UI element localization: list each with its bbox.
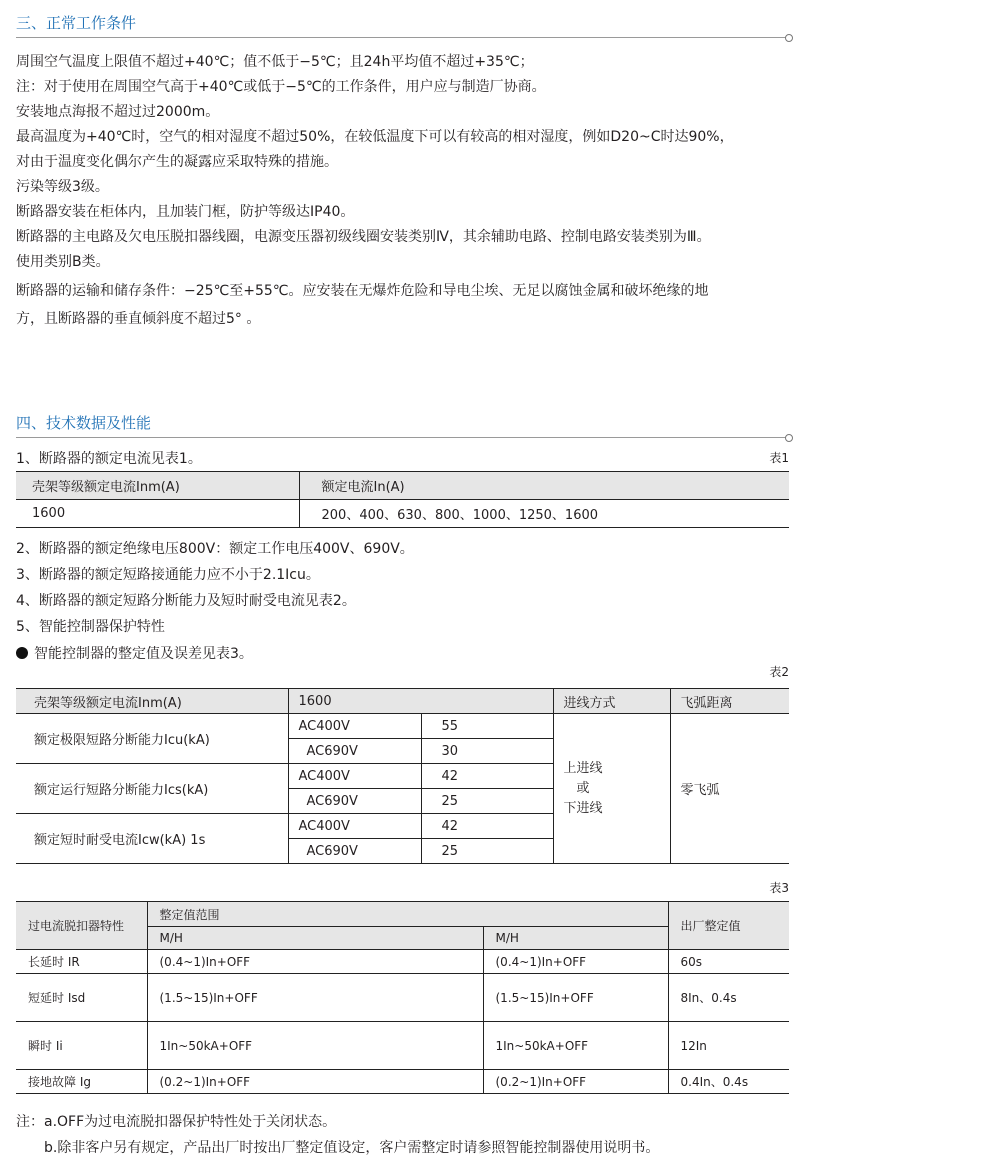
table-cell: (0.4~1)In+OFF	[147, 950, 483, 974]
table-cell-label: 额定运行短路分断能力Ics(kA)	[16, 764, 288, 814]
table-cell: 1In~50kA+OFF	[147, 1022, 483, 1070]
table-cell: 30	[421, 739, 553, 764]
table-cell: (1.5~15)In+OFF	[483, 974, 668, 1022]
table-row	[16, 974, 789, 1022]
section-divider	[16, 437, 786, 438]
rated-current-table	[16, 471, 789, 528]
section-title-technical-data: 四、技术数据及性能	[16, 414, 152, 432]
section-title-working-conditions: 三、正常工作条件	[16, 14, 137, 32]
paragraph-line: 断路器安装在柜体内，且加装门框，防护等级达IP40。	[16, 204, 355, 220]
protection-settings-table	[16, 901, 789, 1094]
table-cell: 1600	[16, 500, 299, 528]
table-header-cell: 壳架等级额定电流Inm(A)	[16, 472, 299, 500]
table-cell: 200、400、630、800、1000、1250、1600	[299, 500, 789, 528]
table2-label: 表2	[769, 665, 789, 679]
paragraph-line: 注：对于使用在周围空气高于+40℃或低于−5℃的工作条件，用户应与制造厂协商。	[16, 79, 546, 95]
bullet-item	[16, 643, 253, 663]
table-cell: 1In~50kA+OFF	[483, 1022, 668, 1070]
table-row	[16, 1070, 789, 1094]
table1-label: 表1	[769, 451, 789, 465]
table-header-cell: 进线方式	[553, 689, 670, 714]
inlet-text: 上进线	[563, 760, 603, 776]
note-a: 注：a.OFF为过电流脱扣器保护特性处于关闭状态。	[16, 1114, 337, 1130]
table-header-row	[16, 902, 789, 927]
inlet-method-cell	[553, 714, 670, 864]
section-divider	[16, 37, 786, 38]
table-cell: AC690V	[288, 739, 421, 764]
table-header-cell: 壳架等级额定电流Inm(A)	[16, 689, 288, 714]
table-header-cell: 过电流脱扣器特性	[16, 902, 147, 950]
bullet-dot-icon	[16, 647, 28, 659]
table-cell: AC690V	[288, 839, 421, 864]
table-cell-label: 额定短时耐受电流Icw(kA) 1s	[16, 814, 288, 864]
table-cell: 0.4In、0.4s	[668, 1070, 789, 1094]
table-header-row	[16, 472, 789, 500]
divider-end-dot	[785, 34, 793, 42]
arc-distance-cell: 零飞弧	[670, 714, 789, 864]
table-header-cell: 额定电流In(A)	[299, 472, 789, 500]
paragraph-line: 最高温度为+40℃时，空气的相对湿度不超过50%，在较低温度下可以有较高的相对湿度，例如D20~C时达90%，	[16, 129, 734, 145]
table-cell: 25	[421, 789, 553, 814]
item-2-text: 2、断路器的额定绝缘电压800V：额定工作电压400V、690V。	[16, 541, 414, 557]
working-conditions-text	[16, 50, 796, 332]
table-cell: 42	[421, 764, 553, 789]
table-cell: 55	[421, 714, 553, 739]
item-1-text: 1、断路器的额定电流见表1。	[16, 451, 202, 467]
bullet-text: 智能控制器的整定值及误差见表3。	[34, 646, 253, 662]
table-header-cell: 出厂整定值	[668, 902, 789, 950]
paragraph-line: 周围空气温度上限值不超过+40℃；值不低于−5℃；且24h平均值不超过+35℃；	[16, 54, 534, 70]
note-b: b.除非客户另有规定，产品出厂时按出厂整定值设定，客户需整定时请参照智能控制器使用说明书。	[44, 1140, 660, 1156]
table-cell: 瞬时 Ii	[16, 1022, 147, 1070]
paragraph-line: 污染等级3级。	[16, 179, 109, 195]
table-cell: (0.2~1)In+OFF	[147, 1070, 483, 1094]
table-row	[16, 950, 789, 974]
table-cell: AC400V	[288, 714, 421, 739]
table-header-cell: M/H	[147, 927, 483, 950]
table-header-cell: 1600	[288, 689, 553, 714]
table3-label: 表3	[769, 881, 789, 895]
table-cell: (0.4~1)In+OFF	[483, 950, 668, 974]
table-header-cell: 整定值范围	[147, 902, 668, 927]
table-header-row	[16, 689, 789, 714]
table-cell: 42	[421, 814, 553, 839]
paragraph-line: 对由于温度变化偶尔产生的凝露应采取特殊的措施。	[16, 154, 338, 170]
table-cell: 短延时 Isd	[16, 974, 147, 1022]
paragraph-line: 断路器的运输和储存条件：−25℃至+55℃。应安装在无爆炸危险和导电尘埃、无足以腐蚀金属和破坏绝缘的地	[16, 283, 709, 299]
table-cell: 60s	[668, 950, 789, 974]
table-cell: AC400V	[288, 764, 421, 789]
table-cell: (0.2~1)In+OFF	[483, 1070, 668, 1094]
table-header-cell: M/H	[483, 927, 668, 950]
item-5-text: 5、智能控制器保护特性	[16, 619, 165, 635]
paragraph-line: 断路器的主电路及欠电压脱扣器线圈，电源变压器初级线圈安装类别Ⅳ，其余辅助电路、控制电路安装类别为Ⅲ。	[16, 229, 711, 245]
table-cell: 12In	[668, 1022, 789, 1070]
item-3-text: 3、断路器的额定短路接通能力应不小于2.1Icu。	[16, 567, 320, 583]
table-cell-label: 额定极限短路分断能力Icu(kA)	[16, 714, 288, 764]
table-cell: (1.5~15)In+OFF	[147, 974, 483, 1022]
paragraph-line: 安装地点海报不超过过2000m。	[16, 104, 220, 120]
item-4-text: 4、断路器的额定短路分断能力及短时耐受电流见表2。	[16, 593, 356, 609]
table-header-cell: 飞弧距离	[670, 689, 789, 714]
table-row	[16, 500, 789, 528]
table-cell: 25	[421, 839, 553, 864]
inlet-text: 或	[576, 780, 590, 796]
table-cell: AC400V	[288, 814, 421, 839]
table-row	[16, 1022, 789, 1070]
table-row	[16, 714, 789, 739]
paragraph-line: 方，且断路器的垂直倾斜度不超过5° 。	[16, 311, 261, 327]
table-cell: AC690V	[288, 789, 421, 814]
divider-end-dot	[785, 434, 793, 442]
table-cell: 接地故障 Ig	[16, 1070, 147, 1094]
breaking-capacity-table	[16, 688, 789, 864]
table-cell: 8In、0.4s	[668, 974, 789, 1022]
inlet-text: 下进线	[563, 800, 603, 816]
paragraph-line: 使用类别B类。	[16, 254, 110, 270]
table-cell: 长延时 IR	[16, 950, 147, 974]
